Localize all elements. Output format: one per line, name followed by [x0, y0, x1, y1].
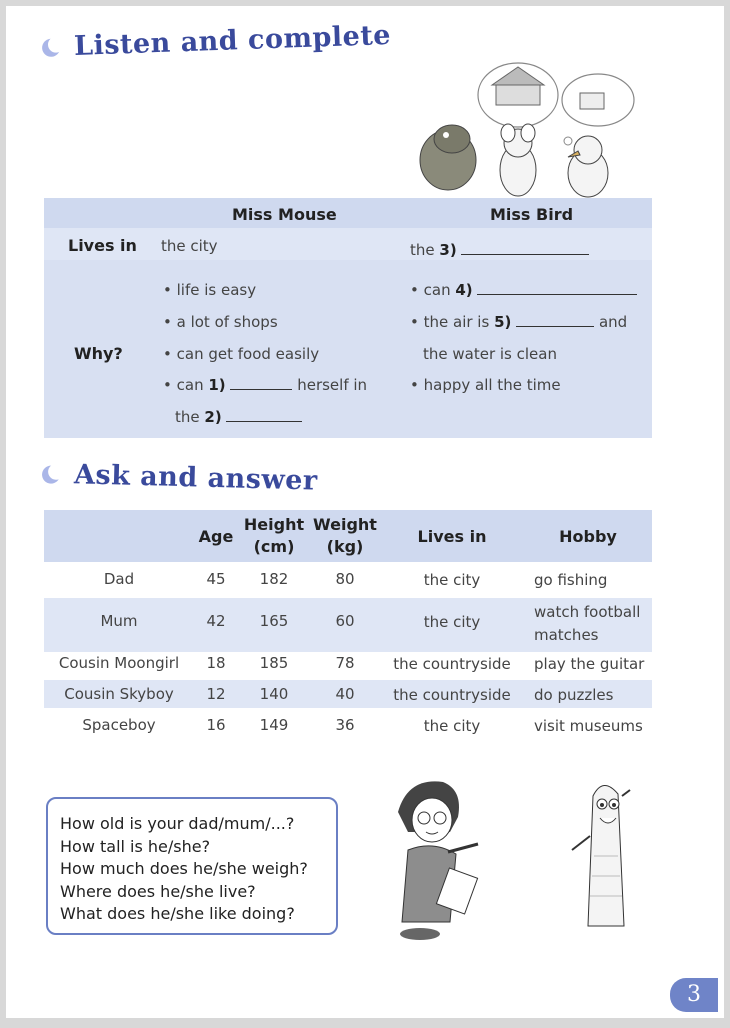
blank-3[interactable]: [461, 241, 589, 255]
row-age: 18: [206, 654, 226, 672]
row-weight: 40: [335, 685, 355, 703]
bird-reason: • the air is 5) and: [410, 313, 628, 331]
blank-4[interactable]: [477, 281, 637, 295]
header-lives-in: Lives in: [417, 527, 487, 546]
question-box: [46, 797, 338, 935]
row-height: 185: [259, 654, 289, 672]
row-height: 165: [259, 612, 289, 630]
listen-title: Listen and complete: [73, 19, 392, 62]
row-age: 16: [206, 716, 226, 734]
header-weight: Weight (kg): [313, 515, 377, 556]
mouse-lives: the city: [161, 237, 218, 255]
question: How old is your dad/mum/...?: [60, 814, 295, 833]
header-height: Height (cm): [243, 515, 305, 556]
mouse-reason: • can 1) herself in: [163, 376, 368, 394]
row-age: 42: [206, 612, 226, 630]
row-why: Why?: [74, 344, 123, 363]
header-age: Age: [198, 527, 234, 546]
characters-illustration: [408, 55, 658, 200]
row-name: Cousin Skyboy: [64, 685, 174, 703]
question: What does he/she like doing?: [60, 904, 295, 923]
moon-icon: [42, 36, 65, 59]
question: Where does he/she live?: [60, 881, 256, 901]
bird-reason: • happy all the time: [410, 376, 561, 394]
row-age: 45: [206, 570, 226, 588]
row-hobby: play the guitar: [534, 655, 645, 673]
row-hobby: watch football matches: [534, 603, 641, 644]
row-lives-in: Lives in: [68, 236, 137, 255]
row-name: Mum: [100, 612, 138, 630]
mouse-reason: • a lot of shops: [163, 313, 278, 331]
girl-illustration: [378, 772, 498, 942]
row-lives: the city: [423, 717, 481, 735]
blank-1[interactable]: [230, 376, 292, 390]
row-weight: 80: [335, 570, 355, 588]
row-lives: the city: [423, 613, 481, 631]
page-number: 3: [670, 978, 718, 1012]
row-hobby: visit museums: [534, 717, 643, 735]
bird-reason: the water is clean: [423, 345, 557, 363]
row-name: Cousin Moongirl: [58, 654, 180, 672]
row-lives: the countryside: [393, 686, 511, 704]
row-hobby: do puzzles: [534, 686, 614, 704]
bird-reason: • can 4): [410, 281, 637, 299]
row-height: 140: [259, 685, 289, 703]
question: How tall is he/she?: [60, 836, 211, 856]
row-weight: 60: [335, 612, 355, 630]
row-lives: the countryside: [393, 655, 511, 673]
blank-5[interactable]: [516, 313, 594, 327]
ask-title: Ask and answer: [73, 459, 318, 497]
col-miss-mouse: Miss Mouse: [232, 205, 337, 224]
row-weight: 36: [335, 716, 355, 734]
col-miss-bird: Miss Bird: [490, 205, 574, 224]
row-height: 182: [259, 570, 289, 588]
mouse-reason: the 2): [175, 408, 302, 426]
moon-icon: [42, 463, 65, 486]
blank-2[interactable]: [226, 408, 302, 422]
row-name: Dad: [103, 570, 135, 588]
header-hobby: Hobby: [559, 527, 617, 546]
row-lives: the city: [423, 571, 481, 589]
row-age: 12: [206, 685, 226, 703]
alien-illustration: [558, 776, 658, 936]
row-name: Spaceboy: [82, 716, 156, 734]
mouse-reason: • life is easy: [163, 281, 257, 299]
mouse-reason: • can get food easily: [163, 345, 320, 363]
row-hobby: go fishing: [534, 571, 608, 589]
bird-lives: the 3): [410, 241, 589, 259]
row-weight: 78: [335, 654, 355, 672]
question: How much does he/she weigh?: [60, 859, 308, 878]
row-height: 149: [259, 716, 289, 734]
